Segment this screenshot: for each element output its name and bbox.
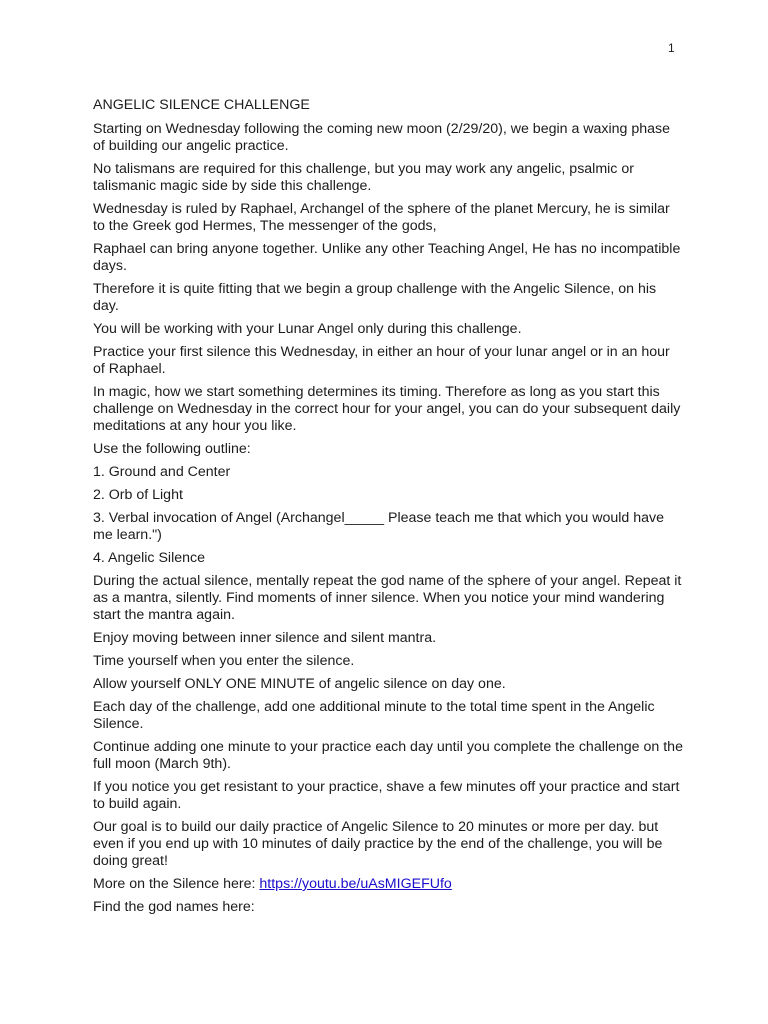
paragraph-new-moon-start: Starting on Wednesday following the coming new moon (2/29/20), we begin a waxing phase of building our angelic practice. xyxy=(93,121,671,154)
paragraph-time-yourself: Time yourself when you enter the silence. xyxy=(93,653,355,669)
paragraph-outline-intro: Use the following outline: xyxy=(93,441,251,457)
youtube-link[interactable]: https://youtu.be/uAsMIGEFUfo xyxy=(259,876,452,892)
document-body xyxy=(93,97,683,922)
paragraph-timing: In magic, how we start something determines its timing. Therefore as long as you start this challenge on Wednesday in the correct hour for your angel, you can do your subsequent daily meditations at any hour you like. xyxy=(93,384,681,434)
paragraph-goal: Our goal is to build our daily practice of Angelic Silence to 20 minutes or more per day. but even if you end up with 10 minutes of daily practice by the end of the challenge, you will be doing great! xyxy=(93,819,663,869)
outline-step-3: 3. Verbal invocation of Angel (Archangel_____ Please teach me that which you would have me learn.") xyxy=(93,510,665,543)
document-title: ANGELIC SILENCE CHALLENGE xyxy=(93,97,310,113)
outline-step-4: 4. Angelic Silence xyxy=(93,550,205,566)
paragraph-first-silence: Practice your first silence this Wednesday, in either an hour of your lunar angel or in an hour of Raphael. xyxy=(93,344,670,377)
paragraph-silence-link xyxy=(93,876,683,893)
paragraph-god-names: Find the god names here: xyxy=(93,899,255,915)
paragraph-raphael-brings-together: Raphael can bring anyone together. Unlike any other Teaching Angel, He has no incompatible days. xyxy=(93,241,681,274)
paragraph-add-minute: Each day of the challenge, add one additional minute to the total time spent in the Angelic Silence. xyxy=(93,699,655,732)
paragraph-wednesday-raphael: Wednesday is ruled by Raphael, Archangel of the sphere of the planet Mercury, he is similar to the Greek god Hermes, The messenger of the gods, xyxy=(93,201,670,234)
paragraph-fitting-begin: Therefore it is quite fitting that we begin a group challenge with the Angelic Silence, on his day. xyxy=(93,281,657,314)
silence-link-prefix: More on the Silence here: xyxy=(93,876,260,892)
paragraph-resistant: If you notice you get resistant to your practice, shave a few minutes off your practice and start to build again. xyxy=(93,779,680,812)
page-number: 1 xyxy=(668,41,675,55)
paragraph-no-talismans: No talismans are required for this challenge, but you may work any angelic, psalmic or talismanic magic side by side this challenge. xyxy=(93,161,634,194)
outline-step-2: 2. Orb of Light xyxy=(93,487,183,503)
paragraph-enjoy-moving: Enjoy moving between inner silence and silent mantra. xyxy=(93,630,437,646)
outline-step-1: 1. Ground and Center xyxy=(93,464,231,480)
paragraph-mantra: During the actual silence, mentally repeat the god name of the sphere of your angel. Repeat it as a mantra, silently. Find moments of inner silence. When you notice your mind wandering start the mantra again. xyxy=(93,573,682,623)
paragraph-lunar-angel-only: You will be working with your Lunar Angel only during this challenge. xyxy=(93,321,522,337)
paragraph-one-minute: Allow yourself ONLY ONE MINUTE of angelic silence on day one. xyxy=(93,676,506,692)
paragraph-continue-adding: Continue adding one minute to your practice each day until you complete the challenge on the full moon (March 9th). xyxy=(93,739,683,772)
